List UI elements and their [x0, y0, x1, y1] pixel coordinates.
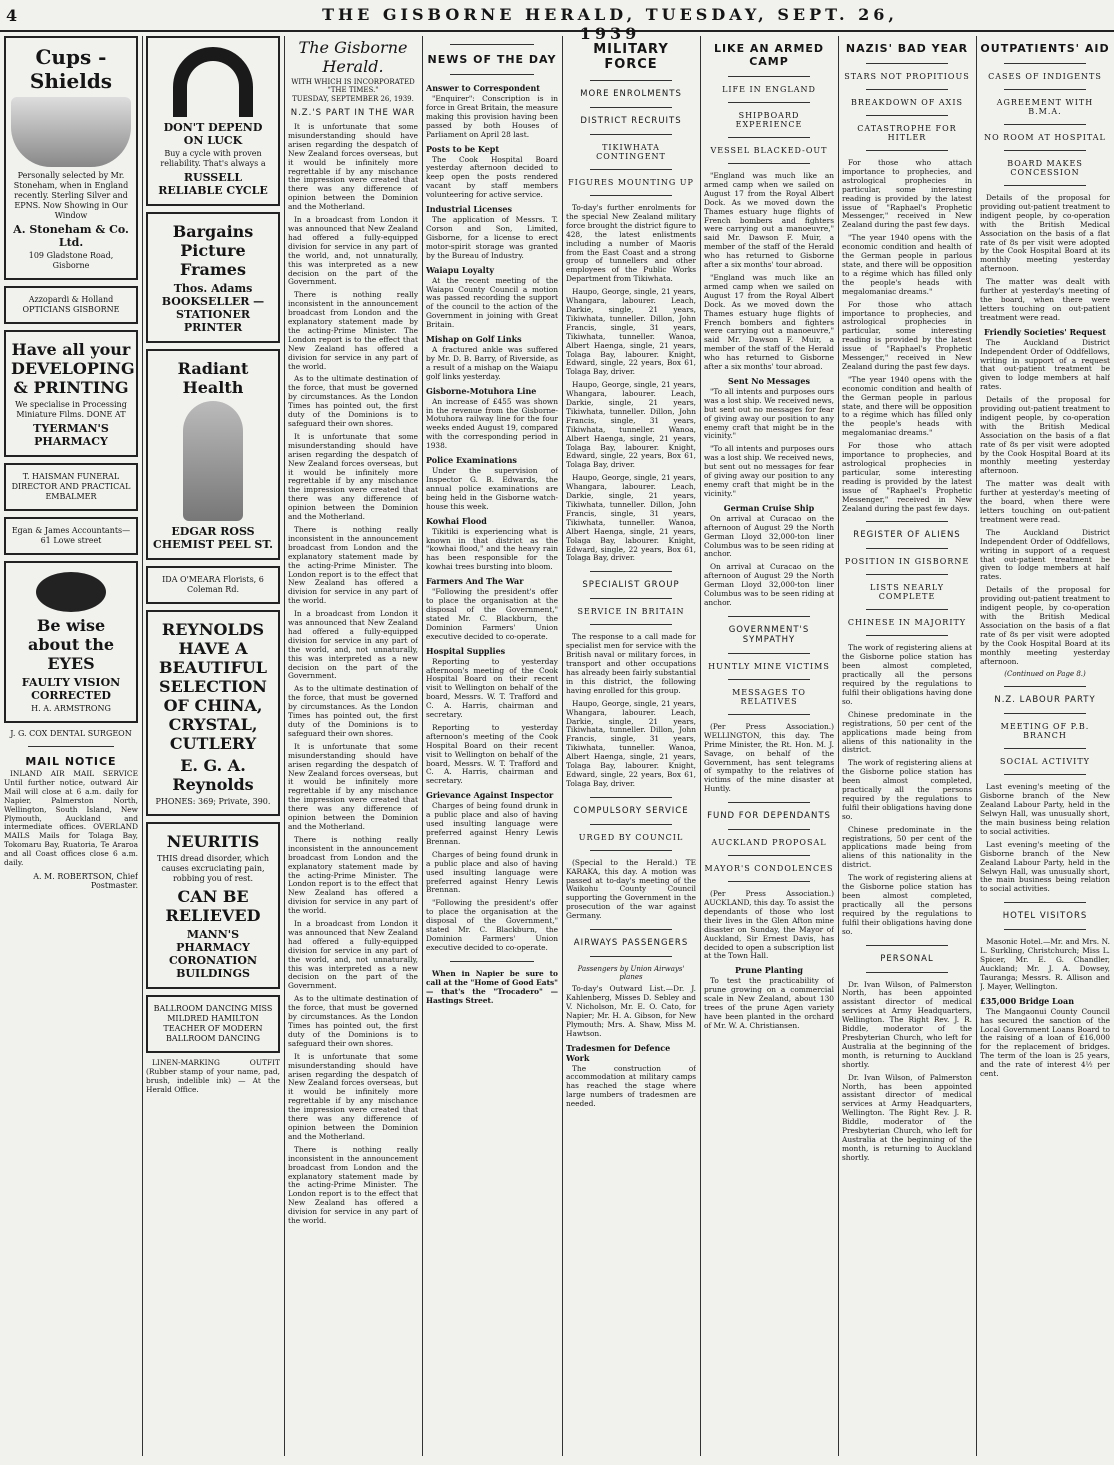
- news-sub: Grievance Against Inspector: [426, 790, 554, 801]
- personal-head: PERSONAL: [880, 953, 934, 964]
- reynolds-phone: PHONES: 369; Private, 390.: [155, 797, 271, 806]
- outpatients-head: OUTPATIENTS' AID: [980, 42, 1110, 55]
- aliens-sub3: CHINESE IN MAJORITY: [847, 618, 967, 628]
- developing-ad: [4, 330, 138, 457]
- compulsory-head: COMPULSORY SERVICE: [573, 805, 689, 816]
- editorial-p3: There is nothing really inconsistent in the announcement broadcast from London and the explanatory statement made by the acting-Prime Minister. The London report is to the effect that New Zealand has offered a division for service in any part of the world.: [288, 290, 418, 371]
- outpatients-sub3: NO ROOM AT HOSPITAL: [984, 133, 1106, 142]
- aliens-text2: Chinese predominate in the registrations, 50 per cent of the applications made being from aliens of this nationality in the district.: [842, 824, 972, 870]
- ads-column-mid: [146, 36, 280, 1456]
- nazis-sub3: CATASTROPHE FOR HITLER: [857, 124, 957, 142]
- outpatients-text2: The matter was dealt with further at yesterday's meeting of the board, when there were letters touching on out-patient treatment were read.: [980, 277, 1110, 322]
- aliens-text: The work of registering aliens at the Gisborne police station has been almost completed, practically all the persons required by the regulations to fulfil their obligations having done so.: [842, 758, 972, 821]
- optician-text: Azzopardi & Holland OPTICIANS GISBORNE: [22, 295, 120, 314]
- luck-firm: RUSSELL RELIABLE CYCLE: [158, 171, 268, 197]
- sent-text: "To all intents and purposes ours was a lost ship. We received news, but sent out no messages for fear of giving away our position to any enemy craft that might be in the vicinity.": [704, 386, 834, 441]
- outpatients-column: [980, 36, 1110, 1456]
- aliens-text: The work of registering aliens at the Gisborne police station has been almost completed, practically all the persons required by the regulations to fulfil their obligations having done so.: [842, 643, 972, 706]
- news-text: Reporting to yesterday afternoon's meeting of the Cook Hospital Board on their recent visit to Wellington on behalf of the board, Messrs. W. T. Trafford and C. A. Harris, chairman and secretary.: [426, 656, 558, 720]
- radiant-ad: [146, 349, 280, 560]
- military-column: [566, 36, 696, 1456]
- outpatients-sub1: CASES OF INDIGENTS: [988, 72, 1102, 81]
- cycle-ad: [146, 36, 280, 206]
- news-text: Under the supervision of Inspector G. B. Edwards, the annual police examinations are being held in the Gisborne watch-house this week.: [426, 466, 558, 511]
- fund-sub1: AUCKLAND PROPOSAL: [711, 838, 827, 848]
- sent-head: Sent No Messages: [728, 375, 810, 386]
- nazis-text2: "The year 1940 opens with the economic condition and health of the German people in parlous state, and there will be opposition to a régime which has filled only the people's heads with megalomaniac dreams.": [842, 374, 972, 438]
- labour-sub1: MEETING OF P.B. BRANCH: [1000, 722, 1090, 741]
- prune-text: To test the practicability of prune growing on a commercial scale in New Zealand, about 130 trees of the prune Agen variety have been planted in the orchard of Mr. W. A. Christiansen.: [704, 976, 834, 1030]
- frames-ad: [146, 212, 280, 343]
- outpatients-sub4: BOARD MAKES CONCESSION: [1007, 159, 1083, 177]
- news-sub: Gisborne-Motuhora Line: [426, 385, 537, 396]
- mann-firm: MANN'S PHARMACY CORONATION BUILDINGS: [168, 928, 258, 980]
- page-number: 4: [6, 6, 18, 25]
- friendly-text: The Auckland District Independent Order of Oddfellows, writing in support of a request that out-patient treatment be given to lodge members at half rates.: [980, 527, 1110, 582]
- column-rule: [838, 36, 839, 1456]
- military-list: Haupo, George, single, 21 years, Whangara, labourer. Leach, Darkie, single, 21 years, Tikiwhata, tunneller. Dillon, John Francis, single, 31 years, Tikiwhata, tunneller. Wanoa, Albert Haenga, single, 21 years, Tolaga Bay, labourer. Knight, Edward, single, 22 years, Box 61, Tolaga Bay, driver.: [566, 473, 696, 563]
- ida-text: IDA O'MEARA Florists, 6 Coleman Rd.: [162, 575, 264, 594]
- labour-text: Last evening's meeting of the Gisborne branch of the New Zealand Labour Party, held in the Selwyn Hall, was unusually short, the main business being relation to social activities.: [980, 782, 1110, 836]
- labour-head: N.Z. LABOUR PARTY: [994, 695, 1096, 706]
- armed-camp-column: [704, 36, 834, 1456]
- nazis-column: [842, 36, 972, 1456]
- news-text: Charges of being found drunk in a public place and also of having used insulting language were preferred against Henry Lewis Brennan.: [426, 801, 558, 846]
- column-rule: [142, 36, 143, 1456]
- column-rule: [562, 36, 563, 1456]
- aliens-sub2: LISTS NEARLY COMPLETE: [869, 583, 945, 602]
- mail-notice-head: MAIL NOTICE: [25, 755, 117, 768]
- armed-camp-sub1: LIFE IN ENGLAND: [722, 85, 816, 94]
- eye-icon: [36, 572, 106, 612]
- news-sub: Industrial Licenses: [426, 204, 512, 215]
- neuritis-title: NEURITIS: [166, 832, 260, 851]
- nazis-text: For those who attach importance to prophecies, and astrological prophecies in particular, some interesting reading is provided by the latest issue of "Raphael's Prophetic Messenger," received in New Zealand during the past few days.: [842, 299, 972, 371]
- ross-firm: EDGAR ROSS CHEMIST PEEL ST.: [153, 525, 273, 551]
- armed-camp-text: "England was much like an armed camp when we sailed on August 17 from the Royal Albert Dock. As we moved down the Thames estuary huge flights of French bombers and fighters were carrying out a manoeuvre," said Mr. Dawson F. Muir, a member of the staff of the Herald who has returned to Gisborne after a six months' tour abroad.: [704, 272, 834, 372]
- eyes-ad: [4, 561, 138, 723]
- editorial-p4: As to the ultimate destination of the force, that must be governed by circumstances. As the London Times has pointed out, the first duty of the Dominions is to safeguard their own shores.: [288, 994, 418, 1048]
- sent-text: "To all intents and purposes ours was a lost ship. We received news, but sent out no messages for fear of giving away our position to any enemy craft that might be in the vicinity.": [704, 444, 834, 498]
- neuritis-body: THIS dread disorder, which causes excruciating pain, robbing you of rest.: [156, 854, 270, 883]
- paper-name: The Gisborne Herald.: [298, 38, 408, 76]
- armed-camp-sub3: VESSEL BLACKED-OUT: [710, 146, 828, 155]
- cups-shields-ad: [4, 36, 138, 280]
- editorial-p2: In a broadcast from London it was announced that New Zealand had offered a fully-equipped division for service in any part of the world, and, not unnaturally, this was interpreted as a new decision on the part of the Government.: [288, 609, 418, 681]
- florist-ad: [146, 566, 280, 604]
- editorial-head: N.Z.'S PART IN THE WAR: [290, 108, 416, 118]
- news-text: A fractured ankle was suffered by Mr. D. B. Barry, of Riverside, as a result of a mishap on the Waiapu golf links yesterday.: [426, 345, 558, 381]
- editorial-p2: In a broadcast from London it was announced that New Zealand had offered a fully-equipped division for service in any part of the world, and, not unnaturally, this was interpreted as a new decision on the part of the Government.: [288, 919, 418, 991]
- aliens-sub1: POSITION IN GISBORNE: [844, 557, 970, 567]
- gov-sub1: HUNTLY MINE VICTIMS: [708, 661, 830, 671]
- fund-sub2: MAYOR'S CONDOLENCES: [704, 864, 834, 874]
- military-list: Haupo, George, single, 21 years, Whangara, labourer. Leach, Darkie, single, 21 years, Tikiwhata, tunneller. Dillon, John Francis, single, 31 years, Tikiwhata, tunneller. Wanoa, Albert Haenga, single, 21 years, Tolaga Bay, labourer. Knight, Edward, single, 22 years, Box 61, Tolaga Bay, driver.: [566, 698, 696, 788]
- ballroom-text: BALLROOM DANCING MISS MILDRED HAMILTON TEACHER OF MODERN BALLROOM DANCING: [153, 1004, 273, 1043]
- outpatients-text: Details of the proposal for providing out-patient treatment to indigent people, by co-operation with the British Medical Association on the basis of a flat rate of 8s per visit were adopted by the Cook Hospital Board at its monthly meeting yesterday afternoon.: [980, 395, 1110, 476]
- outpatients-text2: The matter was dealt with further at yesterday's meeting of the board, when there were letters touching on out-patient treatment were read.: [980, 479, 1110, 524]
- eyes-title: Be wise about the EYES: [27, 616, 115, 673]
- news-head: NEWS OF THE DAY: [427, 53, 557, 66]
- editorial-p3: There is nothing really inconsistent in the announcement broadcast from London and the explanatory statement made by the acting-Prime Minister. The London report is to the effect that New Zealand has offered a division for service in any part of the world.: [288, 834, 418, 916]
- hotel-head: HOTEL VISITORS: [1002, 911, 1088, 922]
- masthead: [0, 0, 1114, 43]
- armed-camp-head: LIKE AN ARMED CAMP: [713, 42, 825, 68]
- airways-head: AIRWAYS PASSENGERS: [573, 938, 689, 949]
- haisman-text: T. HAISMAN FUNERAL DIRECTOR AND PRACTICAL EMBALMER: [11, 472, 131, 501]
- gov-text: (Per Press Association.) WELLINGTON, this day. The Prime Minister, the Rt. Hon. M. J. Savage, on behalf of the Government, has sent telegrams of sympathy to the relatives of victims of the mine disaster at Huntly.: [704, 721, 834, 794]
- reynolds-title: REYNOLDS HAVE A BEAUTIFUL SELECTION OF CHINA, CRYSTAL, CUTLERY: [158, 620, 268, 753]
- developing-body: We specialise in Processing Miniature Films. DONE AT: [15, 400, 127, 419]
- editorial-p1: It is unfortunate that some misunderstanding should have arisen regarding the despatch of New Zealand forces overseas, but it would be infinitely more regrettable if by any mischance the impression were created that there was any difference of opinion between the Dominion and the Motherland.: [288, 122, 418, 212]
- military-text: To-day's further enrolments for the special New Zealand military force brought the district figure to 428, the latest enlistments including a number of Maoris from the East Coast and a strong group of tunnellers and other employees of the Public Works Department from Tikiwhata.: [566, 203, 696, 284]
- military-list: Haupo, George, single, 21 years, Whangara, labourer. Leach, Darkie, single, 21 years, Tikiwhata, tunneller. Dillon, John Francis, single, 31 years, Tikiwhata, tunneller. Wanoa, Albert Haenga, single, 21 years, Tolaga Bay, labourer. Knight, Edward, single, 22 years, Box 61, Tolaga Bay, driver.: [566, 287, 696, 377]
- armed-camp-sub2: SHIPBOARD EXPERIENCE: [735, 111, 803, 129]
- airways-text: To-day's Outward List.—Dr. J. Kahlenberg, Misses D. Sebley and V. Nicholson, Mr. E. O. Cato, for Napier; Mr. H. A. Gibson, for New Plymouth; Mrs. A. Shaw, Miss M. Hawtson.: [566, 984, 696, 1038]
- editorial-p1: It is unfortunate that some misunderstanding should have arisen regarding the despatch of New Zealand forces overseas, but it would be infinitely more regrettable if by any mischance the impression were created that there was any difference of opinion between the Dominion and the Motherland.: [288, 431, 418, 522]
- compulsory-sub: URGED BY COUNCIL: [578, 832, 684, 842]
- specialist-text: The response to a call made for specialist men for service with the British naval or military forces, in transport and other occupations has already been fairly substantial in this district, the following having enrolled for this group.: [566, 632, 696, 695]
- specialist-head: SPECIALIST GROUP: [582, 580, 680, 591]
- military-head: MILITARY FORCE: [593, 42, 669, 72]
- military-sub1: MORE ENROLMENTS: [580, 89, 682, 99]
- tradesmen-text: The construction of accommodation at military camps has reached the stage where large numbers of tradesmen are needed.: [566, 1063, 696, 1109]
- cups-address: 109 Gladstone Road, Gisborne: [28, 251, 114, 270]
- news-sub: Posts to be Kept: [426, 143, 500, 154]
- military-sub2: DISTRICT RECRUITS: [580, 116, 682, 126]
- news-sub: Waiapu Loyalty: [426, 264, 495, 275]
- incorporated: WITH WHICH IS INCORPORATED "THE TIMES.": [291, 78, 415, 94]
- military-sub3: TIKIWHATA CONTINGENT: [596, 143, 666, 161]
- bargain-title: Bargains Picture Frames: [172, 222, 254, 279]
- nazis-sub1: STARS NOT PROPITIOUS: [844, 72, 970, 81]
- fund-text: (Per Press Association.) AUCKLAND, this day. To assist the dependants of those who lost their lives in the Glen Afton mine disaster on Sunday, the Mayor of Auckland, Sir Ernest Davis, has decided to open a subscription list at the Town Hall.: [704, 889, 834, 961]
- hotel-text: Masonic Hotel.—Mr. and Mrs. N. L. Surkling, Christchurch; Miss L. Spicer, Mr. E. G. Chandler, Auckland; Mr. J. A. Dowsey, Tauranga; Messrs. R. Allison and J. Mayer, Wellington.: [980, 937, 1110, 991]
- editorial-p3: There is nothing really inconsistent in the announcement broadcast from London and the explanatory statement made by the acting-Prime Minister. The London report is to the effect that New Zealand has offered a division for service in any part of the world.: [288, 524, 418, 606]
- nazis-sub2: BREAKDOWN OF AXIS: [851, 98, 963, 107]
- fund-head: FUND FOR DEPENDANTS: [707, 811, 831, 822]
- friendly-text: The Auckland District Independent Order of Oddfellows, writing in support of a request that out-patient treatment be given to lodge members at half rates.: [980, 337, 1110, 392]
- editorial-p2: In a broadcast from London it was announced that New Zealand had offered a fully-equipped division for service in any part of the world, and, not unnaturally, this was interpreted as a new decision on the part of the Government.: [288, 215, 418, 287]
- optician-ad: [4, 286, 138, 324]
- friendly-head: Friendly Societies' Request: [984, 326, 1106, 337]
- egan-text: Egan & James Accountants—61 Lowe street: [11, 526, 131, 545]
- nazis-text: For those who attach importance to prophecies, and astrological prophecies in particular, some interesting reading is provided by the latest issue of "Raphael's Prophetic Messenger," received in New Zealand during the past few days.: [842, 158, 972, 230]
- news-text: The Cook Hospital Board yesterday afternoon decided to keep open the posts rendered vacant by staff members volunteering for active service.: [426, 154, 558, 200]
- editorial-date: TUESDAY, SEPTEMBER 26, 1939.: [292, 95, 414, 103]
- column-rule: [976, 36, 977, 1456]
- news-text: Charges of being found drunk in a public place and also of having used insulting language were preferred against Henry Lewis Brennan.: [426, 849, 558, 895]
- luck-title: DON'T DEPEND ON LUCK: [163, 121, 263, 147]
- editorial-p4: As to the ultimate destination of the force, that must be governed by circumstances. As the London Times has pointed out, the first duty of the Dominions is to safeguard their own shores.: [288, 374, 418, 428]
- luck-body: Buy a cycle with proven reliability. That's always a: [160, 149, 266, 168]
- neuritis-ad: [146, 822, 280, 989]
- column-rule: [284, 36, 285, 1456]
- nazis-head: NAZIS' BAD YEAR: [845, 42, 969, 55]
- adams-firm: Thos. Adams BOOKSELLER — STATIONER PRINTER: [161, 282, 265, 334]
- outpatients-text: Details of the proposal for providing out-patient treatment to indigent people, by co-operation with the British Medical Association on the basis of a flat rate of 8s per visit were adopted by the Cook Hospital Board at its monthly meeting yesterday afternoon.: [980, 585, 1110, 666]
- editorial-p3: There is nothing really inconsistent in the announcement broadcast from London and the explanatory statement made by the acting-Prime Minister. The London report is to the effect that New Zealand has offered a division for service in any part of the world.: [288, 1144, 418, 1226]
- horseshoe-icon: [173, 47, 253, 117]
- mail-notice-text: INLAND AIR MAIL SERVICE Until further notice, outward Air Mail will close at 6 a.m. daily for Napier, Palmerston North, Wellington, South Island, New Plymouth, Auckland and intermediate offices. OVERLAND MAILS Mails for Tolaga Bay, Tokomaru Bay, Ruatoria, Te Araroa and all Coast offices close 6 a.m. daily.: [4, 769, 138, 868]
- editorial-p1: It is unfortunate that some misunderstanding should have arisen regarding the despatch of New Zealand forces overseas, but it would be infinitely more regrettable if by any mischance the impression were created that there was any difference of opinion between the Dominion and the Motherland.: [288, 741, 418, 831]
- armstrong: H. A. ARMSTRONG: [31, 704, 111, 713]
- news-of-day-column: [426, 36, 558, 1456]
- bridge-text: The Mangaonui County Council has secured the sanction of the Local Government Loans Board to the raising of a loan of £16,000 for the replacement of bridges. The term of the loan is 25 years, and the rate of interest 4½ per cent.: [980, 1006, 1110, 1079]
- nazis-text: For those who attach importance to prophecies, and astrological prophecies in particular, some interesting reading is provided by the latest issue of "Raphael's Prophetic Messenger," received in New Zealand during the past few days.: [842, 441, 972, 513]
- reynolds-firm: E. G. A. Reynolds: [172, 756, 254, 794]
- nazis-text2: "The year 1940 opens with the economic condition and health of the German people in parlous state, and there will be opposition to a régime which has filled only the people's heads with megalomaniac dreams.": [842, 233, 972, 296]
- personal-text: Dr. Ivan Wilson, of Palmerston North, has been appointed assistant director of medical services at Army Headquarters, Wellington. The Right Rev. J. R. Biddle, moderator of the Presbyterian Church, who left for Australia at the beginning of the month, is returning to Auckland shortly.: [842, 979, 972, 1069]
- news-text: The application of Messrs. T. Corson and Son, Limited, Gisborne, for a license to erect motor-spirit storage was granted by the Bureau of Industry.: [426, 215, 558, 260]
- news-sub: Police Examinations: [426, 455, 517, 466]
- gov-sub2: MESSAGES TO RELATIVES: [732, 687, 806, 706]
- prune-head: Prune Planting: [735, 965, 803, 976]
- labour-text: Last evening's meeting of the Gisborne branch of the New Zealand Labour Party, held in the Selwyn Hall, was unusually short, the main business being relation to social activities.: [980, 839, 1110, 894]
- news-text: Reporting to yesterday afternoon's meeting of the Cook Hospital Board on their recent visit to Wellington on behalf of the board, Messrs. W. T. Trafford and C. A. Harris, chairman and secretary.: [426, 722, 558, 786]
- cruise-head: German Cruise Ship: [723, 502, 815, 513]
- cups-firm: A. Stoneham & Co. Ltd.: [13, 223, 129, 249]
- news-text: An increase of £455 was shown in the revenue from the Gisborne-Motuhora railway line for the four weeks ended August 19, compared with the corresponding period in 1938.: [426, 396, 558, 451]
- trophy-cup-icon: [11, 97, 131, 167]
- news-sub: Hospital Supplies: [426, 645, 506, 656]
- specialist-sub: SERVICE IN BRITAIN: [577, 607, 685, 617]
- faulty-vision: FAULTY VISION CORRECTED: [21, 676, 121, 702]
- tradesmen-head: Tradesmen for Defence Work: [566, 1042, 671, 1063]
- news-closing: When in Napier be sure to call at the "Home of Good Eats" — that's the "Trocadero" — Hastings Street.: [426, 968, 558, 1005]
- news-sub: Farmers And The War: [426, 576, 524, 587]
- linen-ad: LINEN-MARKING OUTFIT (Rubber stamp of your name, pad, brush, indelible ink) — At the Herald Office.: [146, 1058, 280, 1094]
- postmaster: A. M. ROBERTSON, Chief Postmaster.: [33, 871, 138, 890]
- news-text: At the recent meeting of the Waiapu County Council a motion was passed recording the support of the council to the action of the Government in joining with Great Britain.: [426, 275, 558, 330]
- column-rule: [422, 36, 423, 1456]
- armed-camp-text: "England was much like an armed camp when we sailed on August 17 from the Royal Albert Dock. As we moved down the Thames estuary huge flights of French bombers and fighters were carrying out a manoeuvre," said Mr. Dawson F. Muir, a member of the staff of the Herald who has returned to Gisborne after a six months' tour abroad.: [704, 171, 834, 270]
- cups-title: Cups - Shields: [29, 45, 113, 93]
- ads-column-left: [4, 36, 138, 1456]
- labour-sub2: SOCIAL ACTIVITY: [1000, 757, 1090, 767]
- egan-ad: [4, 517, 138, 555]
- developing-title: Have all your DEVELOPING & PRINTING: [11, 340, 135, 397]
- cups-body: Personally selected by Mr. Stoneham, when in England recently. Sterling Silver and EPNS. Now Showing in Our Window: [13, 171, 129, 220]
- news-sub: Mishap on Golf Links: [426, 334, 522, 345]
- relieved: CAN BE RELIEVED: [165, 887, 261, 925]
- editorial-p1: It is unfortunate that some misunderstanding should have arisen regarding the despatch of New Zealand forces overseas, but it would be infinitely more regrettable if by any mischance the impression were created that there was any difference of opinion between the Dominion and the Motherland.: [288, 1051, 418, 1141]
- cruise-text: On arrival at Curacao on the afternoon of August 29 the North German Lloyd 32,000-ton liner Columbus was to be seen riding at anchor.: [704, 562, 834, 607]
- gov-head: GOVERNMENT'S SYMPATHY: [728, 624, 810, 645]
- airways-sub: Passengers by Union Airways' planes: [577, 965, 685, 982]
- editorial-p4: As to the ultimate destination of the force, that must be governed by circumstances. As the London Times has pointed out, the first duty of the Dominions is to safeguard their own shores.: [288, 684, 418, 738]
- developing-firm: TYERMAN'S PHARMACY: [33, 422, 109, 448]
- news-text: "Following the president's offer to place the organisation at the disposal of the Government," stated Mr. C. Blackburn, the Dominion Farmers' Union executive decided to co-operate.: [426, 898, 558, 952]
- newspaper-title: THE GISBORNE HERALD, TUESDAY, SEPT. 26, 1939: [322, 5, 898, 43]
- ballroom-ad: [146, 995, 280, 1053]
- continued-note: (Continued on Page 8.): [1004, 670, 1086, 679]
- reynolds-ad: [146, 610, 280, 816]
- column-rule: [700, 36, 701, 1456]
- military-sub4: FIGURES MOUNTING UP: [568, 178, 694, 187]
- aliens-head: REGISTER OF ALIENS: [853, 530, 961, 541]
- cruise-text: On arrival at Curacao on the afternoon of August 29 the North German Lloyd 32,000-ton liner Columbus was to be seen riding at anchor.: [704, 513, 834, 559]
- radiant-title: Radiant Health: [177, 359, 249, 397]
- news-text: "Enquirer": Conscription is in force in Great Britain, the measure making this provision having been passed by both Houses of Parliament on April 28 last.: [426, 94, 558, 139]
- aliens-text2: Chinese predominate in the registrations, 50 per cent of the applications made being from aliens of this nationality in the district.: [842, 709, 972, 755]
- news-text: "Following the president's offer to place the organisation at the disposal of the Government," stated Mr. C. Blackburn, the Dominion Farmers' Union executive decided to co-operate.: [426, 587, 558, 641]
- aliens-text: The work of registering aliens at the Gisborne police station has been almost completed, practically all the persons required by the regulations to fulfil their obligations having done so.: [842, 873, 972, 936]
- cox-ad: J. G. COX DENTAL SURGEON: [10, 729, 132, 738]
- outpatients-sub2: AGREEMENT WITH B.M.A.: [996, 98, 1094, 116]
- compulsory-text: (Special to the Herald.) TE KARAKA, this day. A motion was passed at to-day's meeting of the Waikohu County Council supporting the Government in the prosecution of the war against Germany.: [566, 857, 696, 921]
- news-sub: Kowhai Flood: [426, 515, 487, 526]
- news-text: Tikitiki is experiencing what is known in that district as the "kowhai flood," and the heavy rain has been responsible for the kowhai trees bursting into bloom.: [426, 526, 558, 572]
- editorial-column: [288, 36, 418, 1456]
- outpatients-text: Details of the proposal for providing out-patient treatment to indigent people, by co-operation with the British Medical Association on the basis of a flat rate of 8s per visit were adopted by the Cook Hospital Board at its monthly meeting yesterday afternoon.: [980, 193, 1110, 274]
- haisman-ad: [4, 463, 138, 511]
- bridge-head: £35,000 Bridge Loan: [980, 995, 1075, 1006]
- personal-text: Dr. Ivan Wilson, of Palmerston North, has been appointed assistant director of medical services at Army Headquarters, Wellington. The Right Rev. J. R. Biddle, moderator of the Presbyterian Church, who left for Australia at the beginning of the month, is returning to Auckland shortly.: [842, 1072, 972, 1162]
- military-list: Haupo, George, single, 21 years, Whangara, labourer. Leach, Darkie, single, 21 years, Tikiwhata, tunneller. Dillon, John Francis, single, 31 years, Tikiwhata, tunneller. Wanoa, Albert Haenga, single, 21 years, Tolaga Bay, labourer. Knight, Edward, single, 22 years, Box 61, Tolaga Bay, driver.: [566, 380, 696, 470]
- news-sub: Answer to Correspondent: [426, 83, 540, 93]
- woman-figure-icon: [183, 401, 243, 521]
